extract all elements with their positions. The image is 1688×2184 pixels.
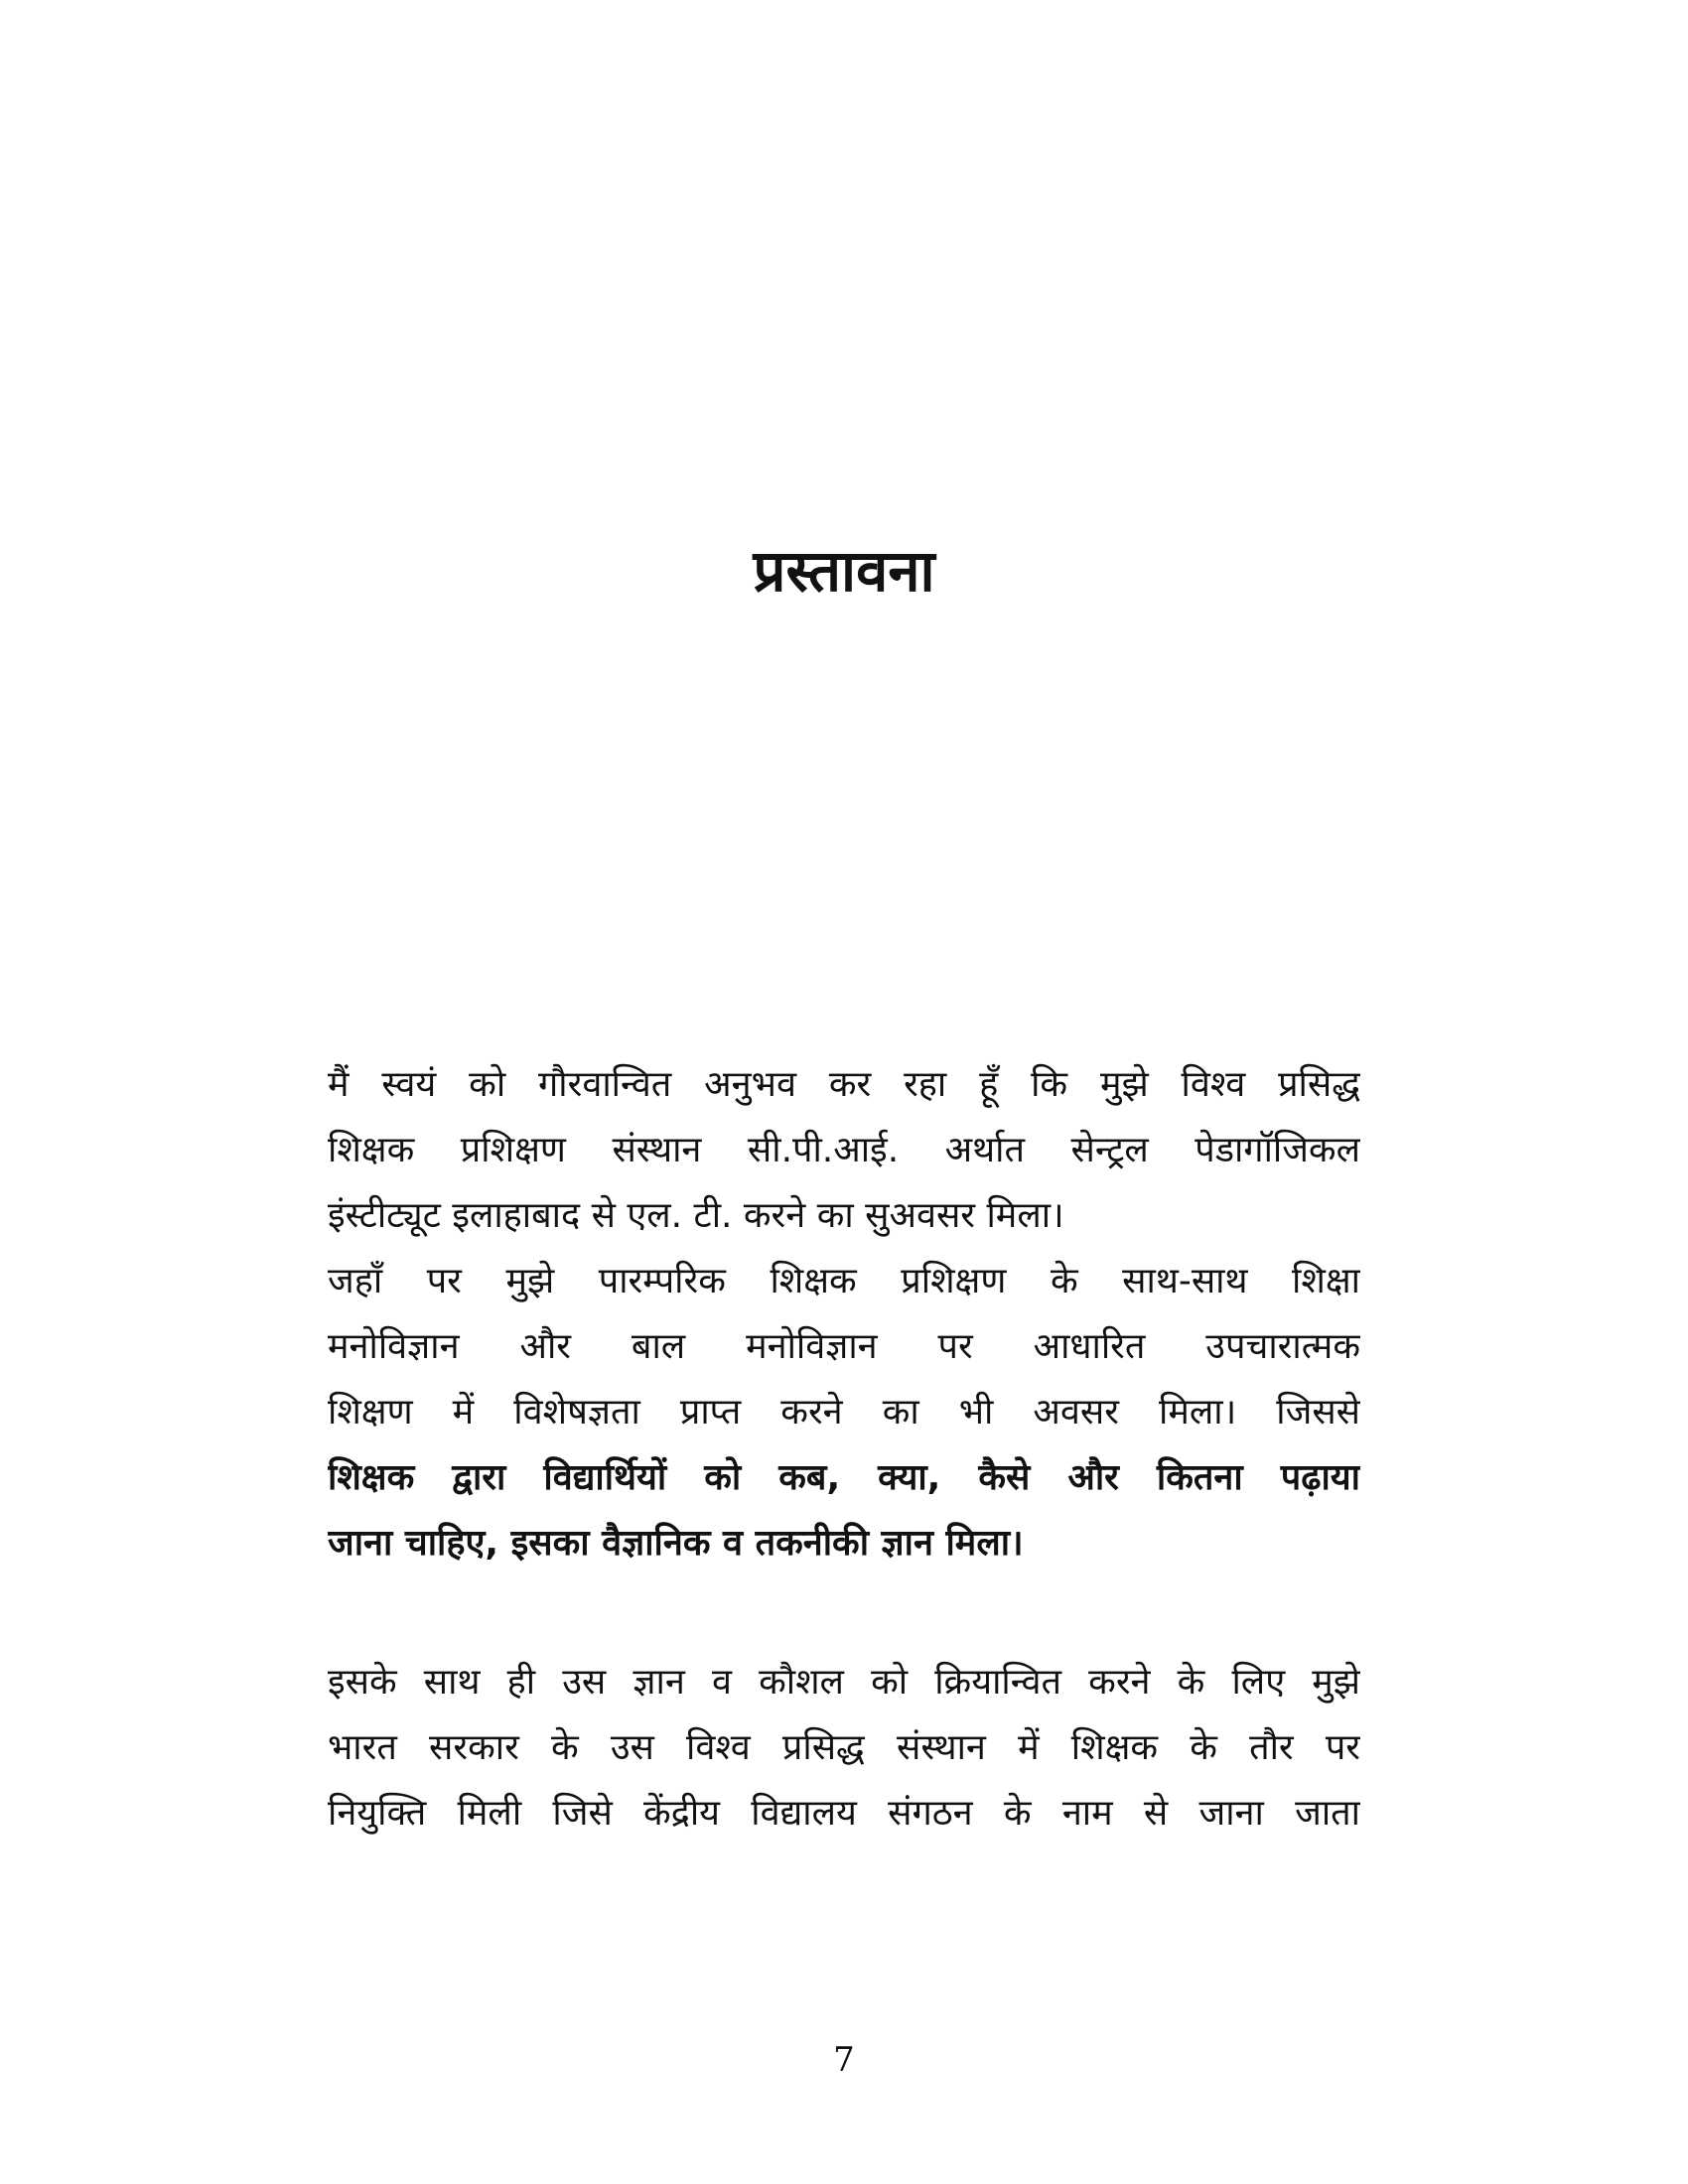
paragraph-line-bold: शिक्षक द्वारा विद्यार्थियों को कब, क्या, कैसे और कितना पढ़ाया [328,1457,1360,1498]
paragraph-line: शिक्षक प्रशिक्षण संस्थान सी.पी.आई. अर्थात सेन्ट्रल पेडागॉजिकल [328,1130,1360,1170]
paragraph-line: जहाँ पर मुझे पारम्परिक शिक्षक प्रशिक्षण के साथ-साथ शिक्षा [328,1261,1360,1301]
page-title: प्रस्तावना [753,537,935,605]
paragraph-2 [328,1650,1360,1846]
paragraph-line: भारत सरकार के उस विश्व प्रसिद्ध संस्थान में शिक्षक के तौर पर [328,1727,1360,1768]
paragraph-line: इसके साथ ही उस ज्ञान व कौशल को क्रियान्वित करने के लिए मुझे [328,1662,1360,1703]
paragraph-line: शिक्षण में विशेषज्ञता प्राप्त करने का भी अवसर मिला। जिससे [328,1392,1360,1433]
paragraph-line: मनोविज्ञान और बाल मनोविज्ञान पर आधारित उपचारात्मक [328,1326,1360,1367]
paragraph-line: इंस्टीट्यूट इलाहाबाद से एल. टी. करने का सुअवसर मिला। [328,1195,1064,1236]
page-number: 7 [833,2040,855,2080]
paragraph-line: नियुक्ति मिली जिसे केंद्रीय विद्यालय संगठन के नाम से जाना जाता [328,1793,1360,1834]
paragraph-1 [328,1052,1360,1576]
paragraph-line-bold: जाना चाहिए, इसका वैज्ञानिक व तकनीकी ज्ञान मिला। [328,1523,1024,1564]
paragraph-line: मैं स्वयं को गौरवान्वित अनुभव कर रहा हूँ कि मुझे विश्व प्रसिद्ध [328,1064,1360,1105]
